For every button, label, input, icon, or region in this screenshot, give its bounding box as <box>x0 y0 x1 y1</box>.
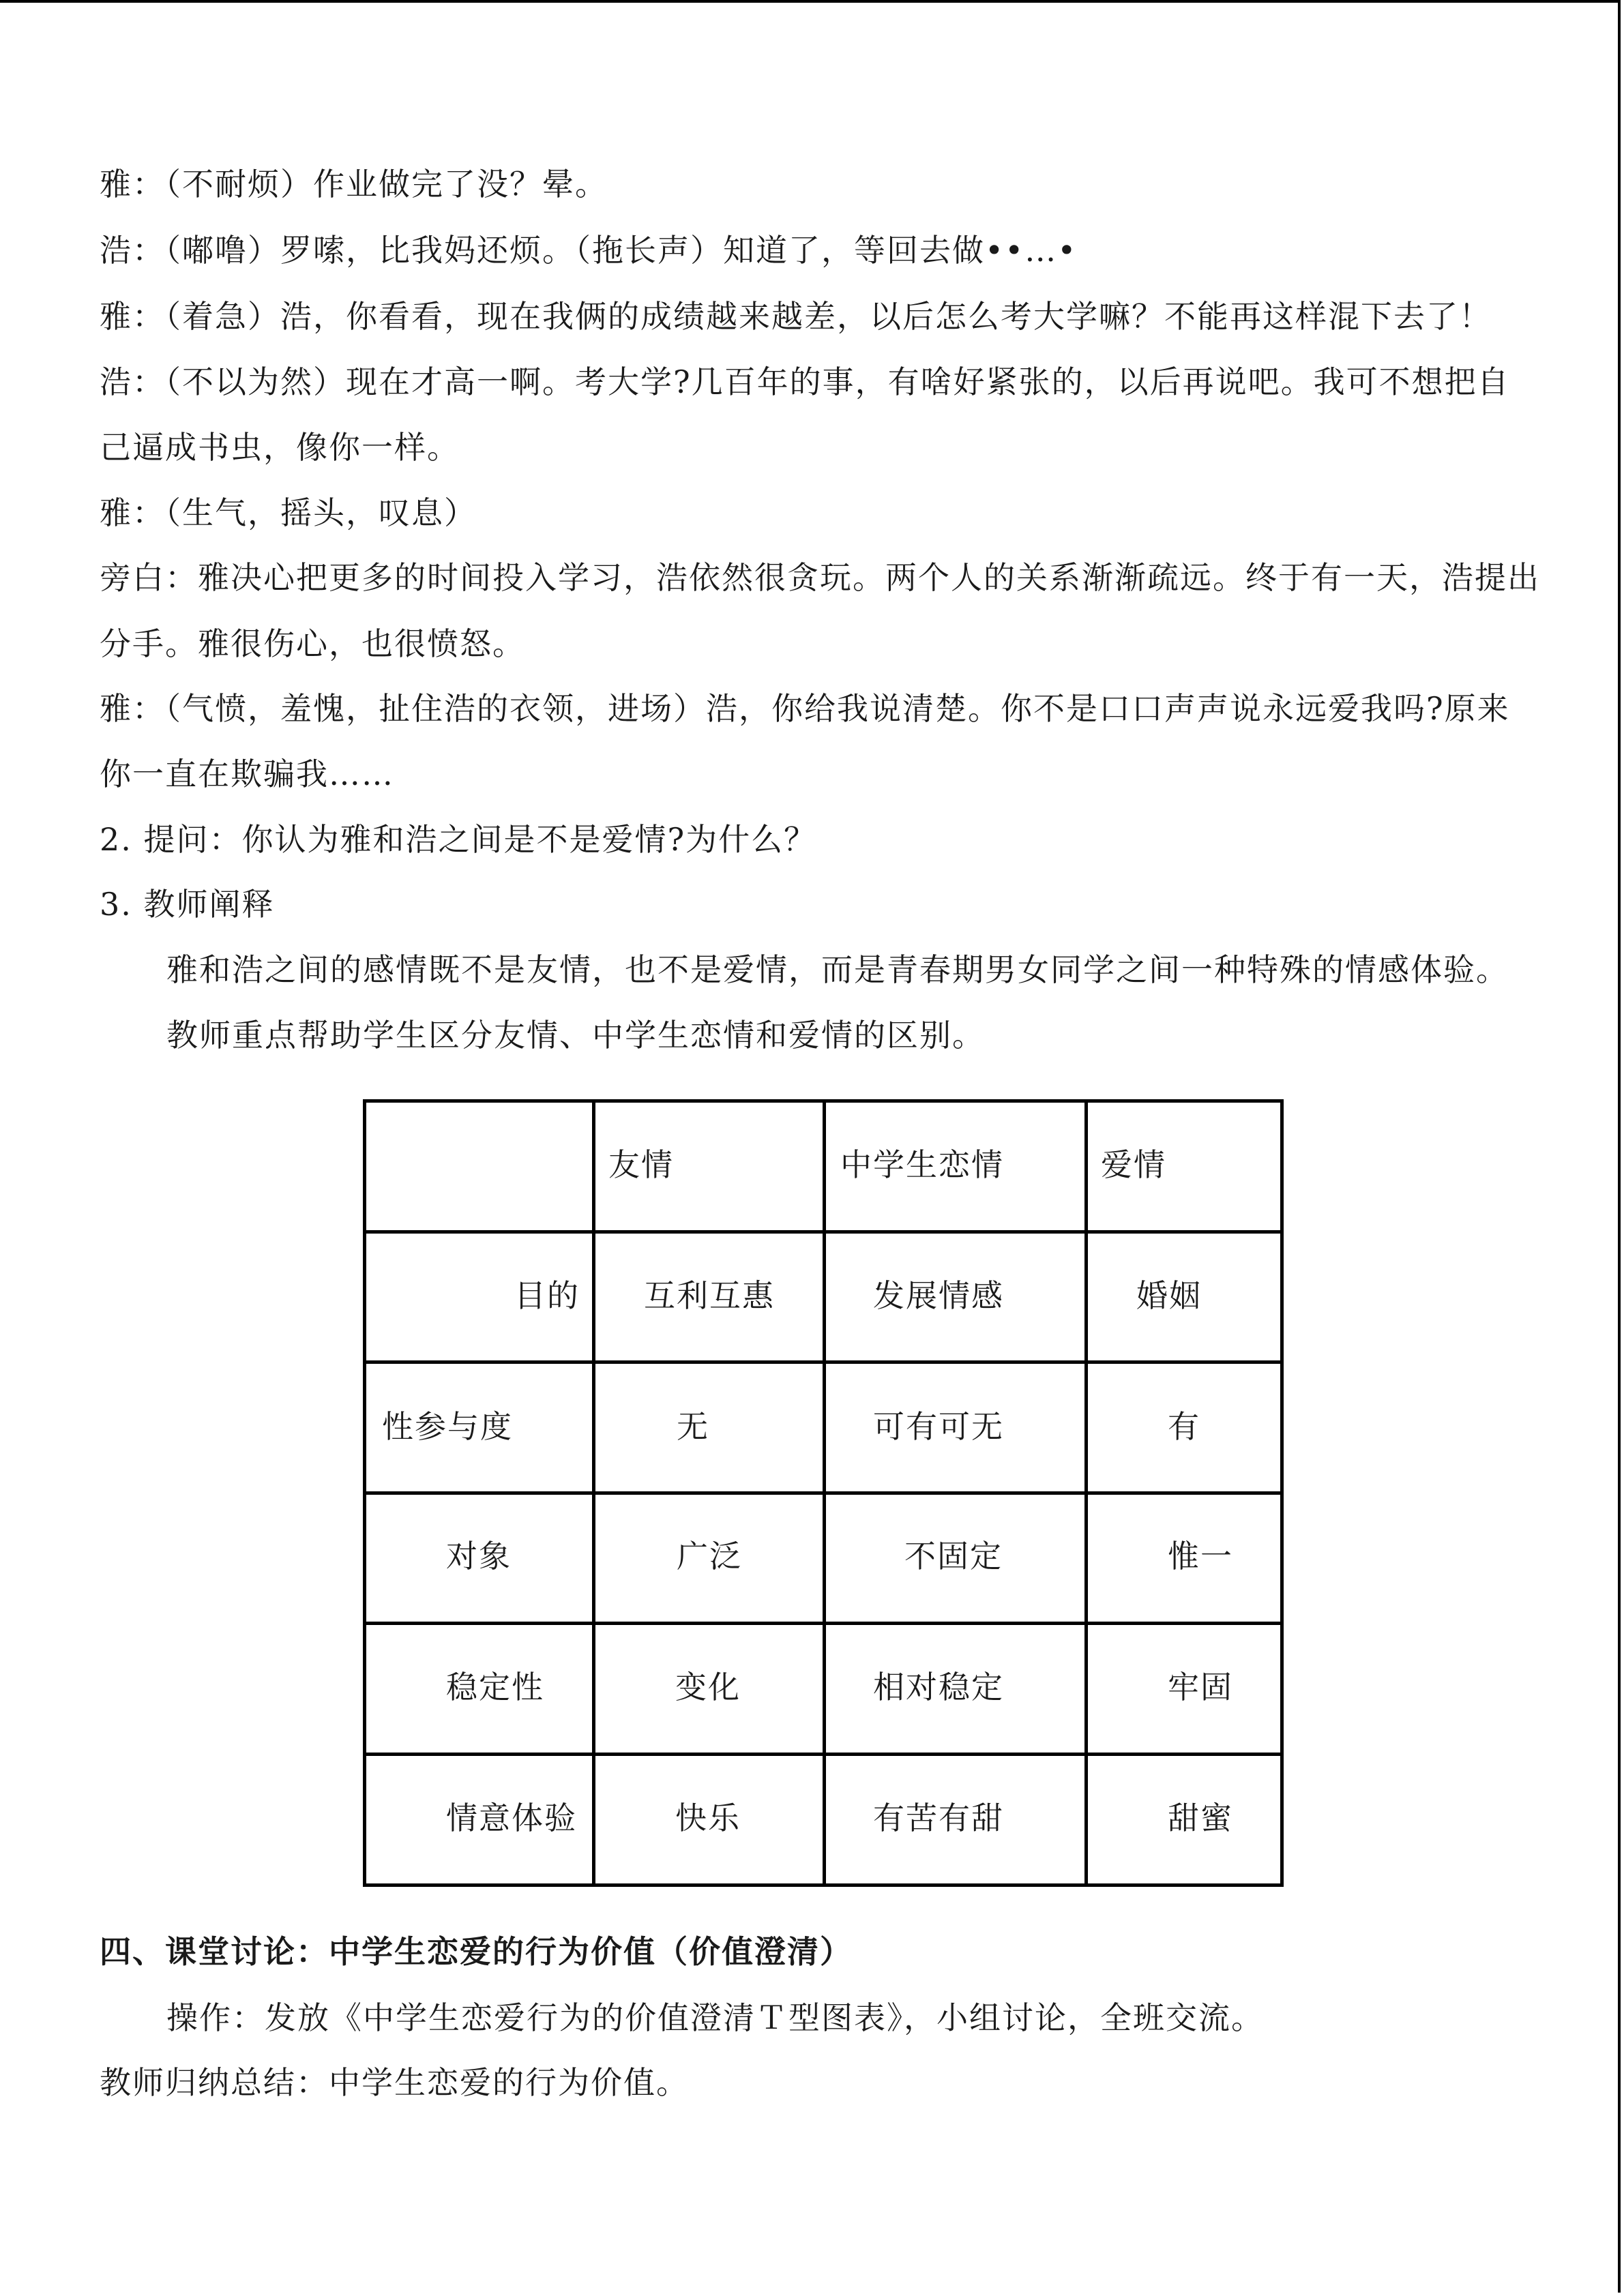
table-cell: 惟一 <box>1168 1538 1233 1575</box>
table-rule <box>1280 1099 1284 1887</box>
table-cell: 变化 <box>675 1669 741 1705</box>
table-cell: 发展情感 <box>873 1277 1004 1314</box>
table-rule <box>592 1099 595 1887</box>
table-cell: 可有可无 <box>873 1408 1004 1445</box>
table-cell: 婚姻 <box>1136 1277 1202 1314</box>
table-header-cell: 中学生恋情 <box>840 1146 1004 1183</box>
summary-line: 教师归纳总结：中学生恋爱的行为价值。 <box>100 2064 689 2101</box>
dialogue-line: 己逼成书虫，像你一样。 <box>100 429 460 466</box>
dialogue-line: 旁白：雅决心把更多的时间投入学习，浩依然很贪玩。两个人的关系渐渐疏远。终于有一天，浩提出 <box>100 559 1540 596</box>
table-row-label: 目的 <box>514 1277 580 1314</box>
operation-line: 操作：发放《中学生恋爱行为的价值澄清Ｔ型图表》，小组讨论，全班交流。 <box>166 1999 1264 2036</box>
explain-line: 雅和浩之间的感情既不是友情，也不是爱情，而是青春期男女同学之间一种特殊的情感体验。 <box>166 951 1509 988</box>
explain-title: 3. 教师阐释 <box>100 886 275 923</box>
table-cell: 广泛 <box>677 1538 742 1575</box>
dialogue-line: 分手。雅很伤心，也很愤怒。 <box>100 625 525 662</box>
table-header-cell: 友情 <box>608 1146 674 1183</box>
table-rule <box>1084 1099 1088 1887</box>
table-cell: 牢固 <box>1168 1669 1233 1705</box>
explain-line: 教师重点帮助学生区分友情、中学生恋情和爱情的区别。 <box>166 1017 985 1054</box>
table-rule <box>823 1099 826 1887</box>
table-row-label: 稳定性 <box>446 1669 544 1705</box>
table-row-label: 性参与度 <box>382 1408 513 1445</box>
dialogue-line: 浩：（嘟噜）罗嗦，比我妈还烦。（拖长声）知道了，等回去做••…• <box>100 232 1078 269</box>
table-cell: 有苦有甜 <box>873 1800 1004 1836</box>
dialogue-line: 雅：（气愤，羞愧，扯住浩的衣领，进场）浩，你给我说清楚。你不是口口声声说永远爱我吗?原来 <box>100 690 1510 727</box>
question-item: 2. 提问：你认为雅和浩之间是不是爱情?为什么？ <box>100 821 817 858</box>
table-cell: 甜蜜 <box>1168 1800 1233 1836</box>
table-cell: 不固定 <box>904 1538 1003 1575</box>
dialogue-line: 雅：（不耐烦）作业做完了没？晕。 <box>100 166 608 203</box>
table-cell: 无 <box>677 1408 709 1445</box>
table-cell: 快乐 <box>675 1800 741 1836</box>
table-row-label: 对象 <box>446 1538 512 1575</box>
comparison-table <box>363 1099 1284 1887</box>
dialogue-line: 雅：（着急）浩，你看看，现在我俩的成绩越来越差，以后怎么考大学嘛？不能再这样混下去了！ <box>100 298 1492 335</box>
table-header-cell: 爱情 <box>1101 1146 1166 1183</box>
table-rule <box>363 1099 366 1887</box>
dialogue-line: 雅：（生气，摇头，叹息） <box>100 494 477 531</box>
table-cell: 互利互惠 <box>644 1277 775 1314</box>
dialogue-line: 你一直在欺骗我…… <box>100 756 394 792</box>
table-cell: 相对稳定 <box>873 1669 1004 1705</box>
section-heading: 四、课堂讨论：中学生恋爱的行为价值（价值澄清） <box>100 1933 853 1970</box>
dialogue-line: 浩：（不以为然）现在才高一啊。考大学?几百年的事，有啥好紧张的，以后再说吧。我可不想把自 <box>100 363 1510 400</box>
table-row-label: 情意体验 <box>446 1800 577 1836</box>
table-cell: 有 <box>1168 1408 1200 1445</box>
